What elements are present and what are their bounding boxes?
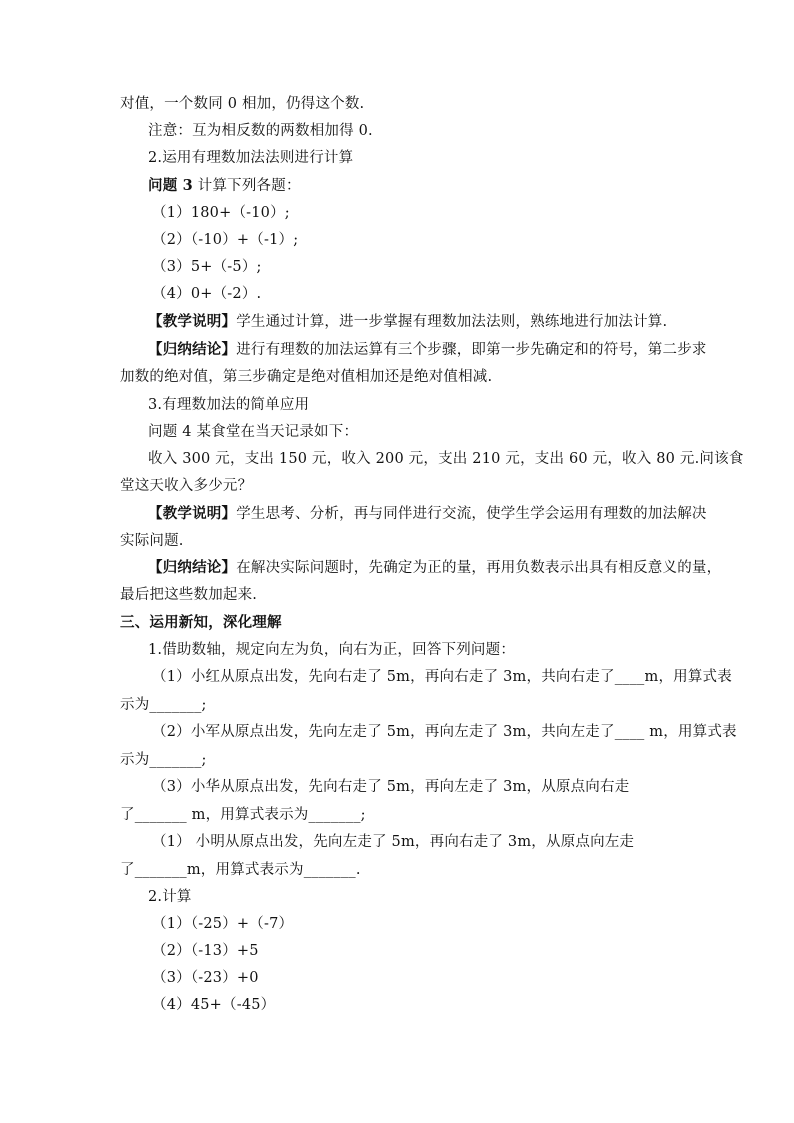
conclusion-continued: 最后把这些数加起来. <box>120 587 258 603</box>
exercise-question: （1） 小明从原点出发，先向左走了 5m，再向右走了 3m，从原点向左走 <box>152 834 635 850</box>
list-item: （1）（-25）+（-7） <box>152 916 294 932</box>
list-item: （3）5+（-5）; <box>152 259 262 275</box>
note-tag: 【教学说明】 <box>148 505 237 522</box>
problem-4-text: 堂这天收入多少元？ <box>120 478 253 494</box>
list-item: （2）（-10）+（-1）; <box>152 232 299 248</box>
problem-label: 问题 3 <box>148 177 193 194</box>
list-item: （3）（-23）+0 <box>152 970 259 986</box>
exercise-2-title: 2.计算 <box>148 889 192 905</box>
conclusion-text: 进行有理数的加法运算有三个步骤，即第一步先确定和的符号，第二步求 <box>236 342 707 358</box>
problem-text: 计算下列各题： <box>192 178 301 194</box>
paragraph-line: 对值，一个数同 0 相加，仍得这个数. <box>120 96 365 112</box>
exercise-question: 示为_______; <box>120 752 207 768</box>
conclusion-text: 在解决实际问题时，先确定为正的量，再用负数表示出具有相反意义的量， <box>236 560 722 576</box>
exercise-question: （1）小红从原点出发，先向右走了 5m，再向右走了 3m，共向右走了____m，用算式表 <box>152 669 732 685</box>
part-heading: 三、运用新知，深化理解 <box>120 614 282 631</box>
teaching-note <box>148 312 667 332</box>
exercise-question: 了_______ m，用算式表示为_______; <box>120 807 366 823</box>
exercise-question: 了_______m，用算式表示为_______. <box>120 862 361 878</box>
exercise-question: 示为_______; <box>120 697 207 713</box>
exercise-question: （3）小华从原点出发，先向右走了 5m，再向左走了 3m，从原点向右走 <box>152 779 630 795</box>
conclusion <box>148 340 707 360</box>
conclusion <box>148 558 721 578</box>
section-heading: 2.运用有理数加法法则进行计算 <box>148 150 354 166</box>
note-tag: 【教学说明】 <box>148 313 237 330</box>
list-item: （1）180+（-10）; <box>152 205 290 221</box>
conclusion-tag: 【归纳结论】 <box>148 559 237 576</box>
problem-4-text: 收入 300 元，支出 150 元，收入 200 元，支出 210 元，支出 60 元，收入 80 元.问该食 <box>148 451 744 467</box>
problem-4-title: 问题 4 某食堂在当天记录如下： <box>148 424 359 440</box>
conclusion-continued: 加数的绝对值，第三步确定是绝对值相加还是绝对值相减. <box>120 369 493 385</box>
note-continued: 实际问题. <box>120 533 184 549</box>
exercise-question: （2）小军从原点出发，先向左走了 5m，再向左走了 3m，共向左走了____ m，用算式表 <box>152 724 737 740</box>
list-item: （2）（-13）+5 <box>152 943 259 959</box>
problem-3-title <box>148 176 301 196</box>
list-item: （4）0+（-2）. <box>152 286 262 302</box>
note-text: 学生思考、分析，再与同伴进行交流，使学生学会运用有理数的加法解决 <box>236 506 707 522</box>
section-heading: 3.有理数加法的简单应用 <box>148 397 310 413</box>
paragraph-line: 注意：互为相反数的两数相加得 0. <box>148 123 373 139</box>
conclusion-tag: 【归纳结论】 <box>148 341 237 358</box>
teaching-note <box>148 504 707 524</box>
list-item: （4）45+（-45） <box>152 997 276 1013</box>
exercise-intro: 1.借助数轴，规定向左为负，向右为正，回答下列问题： <box>148 642 516 658</box>
note-text: 学生通过计算，进一步掌握有理数加法法则，熟练地进行加法计算. <box>236 314 668 330</box>
